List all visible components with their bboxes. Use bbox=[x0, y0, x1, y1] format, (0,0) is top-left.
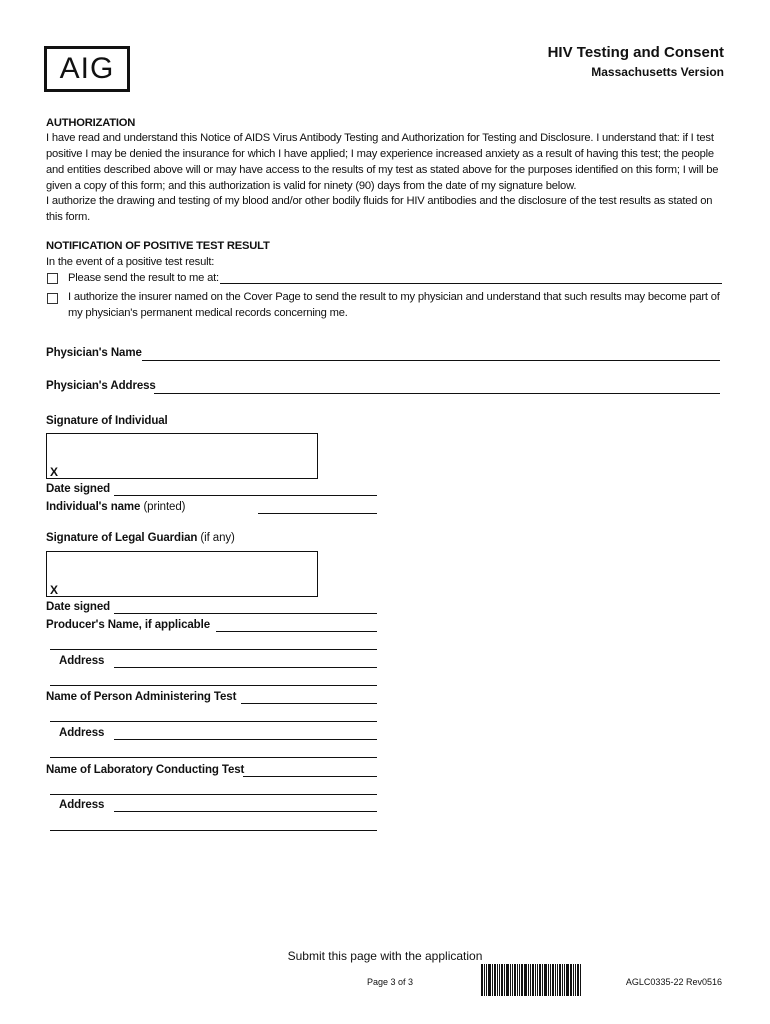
barcode-bar bbox=[499, 964, 500, 996]
barcode-bar bbox=[532, 964, 534, 996]
individual-name-label: Individual's name bbox=[46, 501, 141, 513]
barcode-bar bbox=[521, 964, 523, 996]
administrator-label: Name of Person Administering Test bbox=[46, 691, 237, 703]
authorization-heading: AUTHORIZATION bbox=[46, 117, 136, 129]
aig-logo bbox=[44, 46, 130, 92]
producer-address-label: Address bbox=[59, 655, 105, 667]
guardian-signature-label: Signature of Legal Guardian bbox=[46, 532, 198, 544]
barcode-bar bbox=[535, 964, 536, 996]
administrator-address-line-2[interactable] bbox=[50, 757, 377, 758]
barcode-bar bbox=[512, 964, 513, 996]
barcode-bar bbox=[524, 964, 527, 996]
guardian-date-field[interactable] bbox=[114, 613, 377, 614]
send-to-me-address-field[interactable] bbox=[220, 283, 722, 284]
physician-address-label: Physician's Address bbox=[46, 380, 156, 392]
authorization-paragraph-2: I authorize the drawing and testing of my blood and/or other bodily fluids for HIV antibodies and the disclosure of the test results as stated on this form. bbox=[46, 195, 713, 223]
laboratory-address-label: Address bbox=[59, 799, 105, 811]
guardian-signature-x: X bbox=[50, 583, 59, 597]
guardian-date-label: Date signed bbox=[46, 601, 111, 613]
barcode-bar bbox=[528, 964, 529, 996]
send-to-physician-label: I authorize the insurer named on the Cover Page to send the result to my physician and understand that such results may become part of my physician's permanent medical records concerning me. bbox=[68, 291, 720, 319]
individual-name-label-group bbox=[46, 501, 185, 513]
send-to-me-checkbox[interactable] bbox=[47, 273, 58, 284]
barcode-bar bbox=[486, 964, 487, 996]
individual-signature-box[interactable] bbox=[46, 433, 318, 479]
page-number: Page 3 of 3 bbox=[367, 977, 414, 987]
barcode-bar bbox=[537, 964, 538, 996]
send-to-physician-checkbox[interactable] bbox=[47, 293, 58, 304]
barcode-bar bbox=[492, 964, 493, 996]
barcode-bar bbox=[570, 964, 572, 996]
guardian-signature-box[interactable] bbox=[46, 551, 318, 597]
barcode-bar bbox=[517, 964, 518, 996]
form-subtitle: Massachusetts Version bbox=[591, 65, 724, 79]
submit-instruction: Submit this page with the application bbox=[287, 949, 483, 963]
individual-date-label: Date signed bbox=[46, 483, 111, 495]
barcode-bar bbox=[501, 964, 503, 996]
barcode-bar bbox=[575, 964, 576, 996]
barcode bbox=[481, 964, 599, 996]
producer-name-label: Producer's Name, if applicable bbox=[46, 619, 210, 631]
administrator-name-field[interactable] bbox=[241, 703, 377, 704]
barcode-bar bbox=[544, 964, 547, 996]
barcode-bar bbox=[555, 964, 556, 996]
notification-heading: NOTIFICATION OF POSITIVE TEST RESULT bbox=[46, 240, 270, 252]
barcode-bar bbox=[530, 964, 531, 996]
barcode-bar bbox=[488, 964, 491, 996]
send-to-me-label: Please send the result to me at: bbox=[68, 272, 219, 284]
administrator-address-label: Address bbox=[59, 727, 105, 739]
administrator-name-line-2[interactable] bbox=[50, 721, 377, 722]
individual-signature-x: X bbox=[50, 465, 59, 479]
barcode-bar bbox=[557, 964, 558, 996]
producer-name-field[interactable] bbox=[216, 631, 377, 632]
barcode-bar bbox=[484, 964, 485, 996]
form-code: AGLC0335-22 Rev0516 bbox=[625, 977, 722, 987]
physician-name-field[interactable] bbox=[142, 360, 720, 361]
individual-name-field[interactable] bbox=[258, 513, 377, 514]
guardian-signature-label-group bbox=[46, 532, 235, 544]
barcode-bar bbox=[577, 964, 579, 996]
barcode-bar bbox=[550, 964, 551, 996]
barcode-bar bbox=[559, 964, 561, 996]
barcode-bar bbox=[514, 964, 516, 996]
laboratory-name-line-2[interactable] bbox=[50, 794, 377, 795]
barcode-bar bbox=[552, 964, 554, 996]
individual-name-suffix: (printed) bbox=[143, 501, 186, 513]
individual-signature-label: Signature of Individual bbox=[46, 415, 168, 427]
guardian-signature-suffix: (if any) bbox=[200, 532, 235, 544]
barcode-bar bbox=[481, 964, 483, 996]
barcode-bar bbox=[519, 964, 520, 996]
physician-name-label: Physician's Name bbox=[46, 347, 142, 359]
producer-address-field[interactable] bbox=[114, 667, 377, 668]
producer-name-line-2[interactable] bbox=[50, 649, 377, 650]
physician-address-field[interactable] bbox=[154, 393, 720, 394]
barcode-bar bbox=[510, 964, 511, 996]
barcode-bar bbox=[504, 964, 505, 996]
barcode-bar bbox=[573, 964, 574, 996]
barcode-bar bbox=[580, 964, 581, 996]
barcode-bar bbox=[506, 964, 509, 996]
laboratory-name-field[interactable] bbox=[243, 776, 377, 777]
authorization-paragraph-1: I have read and understand this Notice of AIDS Virus Antibody Testing and Authorization for Testing and Disclosure. I understand that: if I test positive I may be denied the insurance for which I have applied; I may experience increased anxiety as a result of having this test; the people and entities described above will or may have access to the results of my test as stated above for the purposes identified on this form; I will be given a copy of this form; and this authorization is valid for ninety (90) days from the date of my signature below. bbox=[46, 132, 719, 192]
producer-address-line-2[interactable] bbox=[50, 685, 377, 686]
administrator-address-field[interactable] bbox=[114, 739, 377, 740]
barcode-bar bbox=[542, 964, 543, 996]
laboratory-label: Name of Laboratory Conducting Test bbox=[46, 764, 245, 776]
form-title: HIV Testing and Consent bbox=[547, 44, 724, 61]
individual-date-field[interactable] bbox=[114, 495, 377, 496]
barcode-bar bbox=[562, 964, 563, 996]
laboratory-address-field[interactable] bbox=[114, 811, 377, 812]
logo-text: AIG bbox=[59, 52, 115, 85]
laboratory-address-line-2[interactable] bbox=[50, 830, 377, 831]
barcode-bar bbox=[494, 964, 496, 996]
notification-intro: In the event of a positive test result: bbox=[46, 256, 215, 268]
barcode-bar bbox=[497, 964, 498, 996]
barcode-bar bbox=[539, 964, 541, 996]
barcode-bar bbox=[566, 964, 569, 996]
barcode-bar bbox=[564, 964, 565, 996]
barcode-bar bbox=[548, 964, 549, 996]
